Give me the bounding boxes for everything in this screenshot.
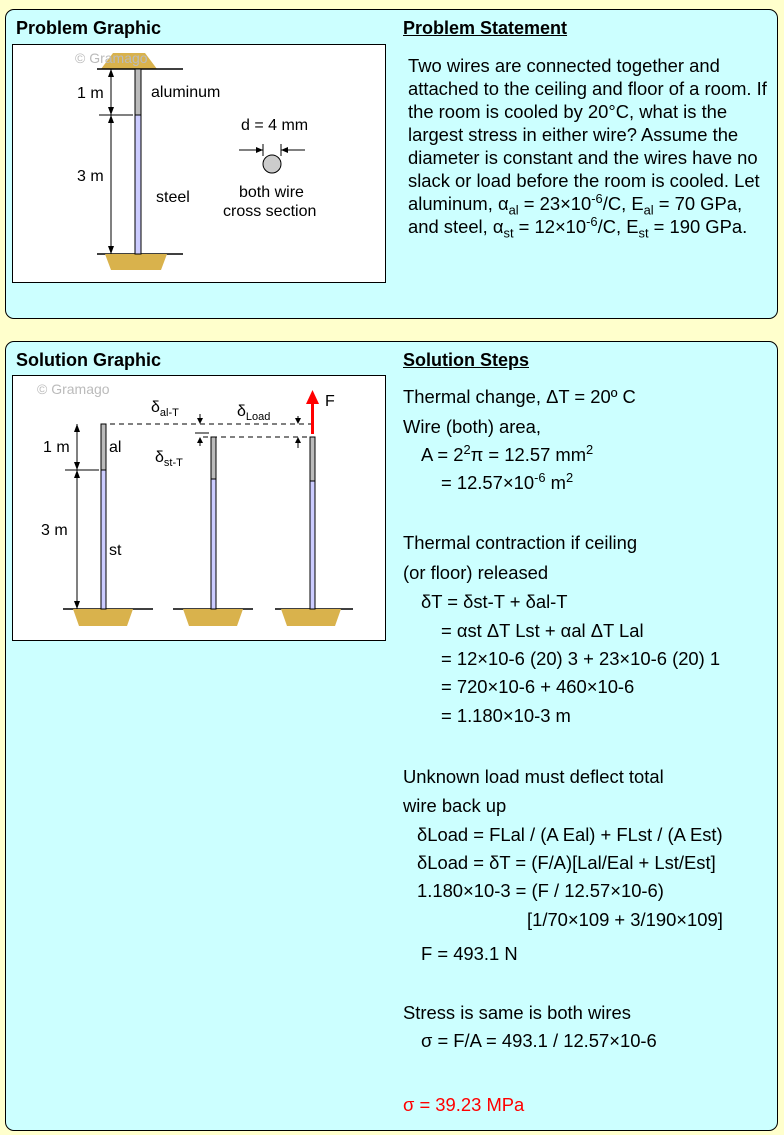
- arrow-head: [197, 418, 203, 424]
- step-delta-t-result: = 1.180×10-3 m: [441, 705, 571, 726]
- arrow-head: [108, 115, 114, 123]
- floor-mount: [281, 609, 341, 626]
- modulus-al-value: = 70 GPa, and steel,: [408, 193, 743, 237]
- delta-st-label: $\delta_{st-T}$: [155, 449, 183, 469]
- solution-graphic: [12, 375, 386, 641]
- length-1m-label: 1 m: [77, 85, 104, 102]
- step-delta-t-expand: = αst ΔT Lst + αal ΔT Lal: [441, 620, 644, 641]
- step-delta-t: δT = δst-T + δal-T: [421, 591, 568, 612]
- watermark: © Gramago: [75, 50, 148, 66]
- arrow-head: [295, 437, 301, 443]
- step-delta-t-sum: = 720×10-6 + 460×10-6: [441, 676, 635, 697]
- step-stress-heading: Stress is same is both wires: [403, 1002, 631, 1023]
- wire-loaded-st: [310, 481, 315, 609]
- problem-graphic: [12, 44, 386, 283]
- alpha-st-value: 12×10: [534, 216, 587, 237]
- alpha-symbol: α: [492, 216, 504, 237]
- length-3m-label: 3 m: [41, 522, 68, 539]
- problem-statement-title: Problem Statement: [403, 18, 568, 38]
- force-label: F: [325, 393, 335, 410]
- al-label: al: [109, 439, 122, 456]
- exponent: -6: [586, 213, 598, 229]
- step-force-result: F = 493.1 N: [421, 943, 518, 964]
- arrow-head: [108, 107, 114, 115]
- subscript: st: [503, 225, 514, 241]
- diameter-label: d = 4 mm: [241, 117, 309, 134]
- step-area-value: = $12.57\times 10^{-6}$ $m^2$: [441, 469, 574, 493]
- alpha-symbol: α: [497, 193, 509, 214]
- solution-diagram: [13, 376, 385, 640]
- arrow-head: [74, 601, 80, 609]
- arrow-head: [295, 418, 301, 424]
- solution-graphic-title: Solution Graphic: [16, 350, 162, 370]
- solution-panel: [5, 341, 778, 1131]
- subscript: al: [508, 202, 519, 218]
- length-1m-label: 1 m: [43, 439, 70, 456]
- problem-statement: [408, 54, 770, 241]
- arrow-head: [74, 424, 80, 432]
- floor-mount: [105, 254, 167, 270]
- final-answer: σ = 39.23 MPa: [403, 1094, 525, 1115]
- aluminum-wire: [135, 69, 141, 115]
- exponent: -6: [591, 190, 603, 206]
- problem-panel: [5, 9, 778, 319]
- subscript: st: [638, 225, 649, 241]
- unit: /C,: [602, 193, 632, 214]
- step-contraction-heading: Thermal contraction if ceiling: [403, 532, 638, 553]
- wire-contracted-al: [211, 437, 216, 479]
- length-3m-label: 3 m: [77, 168, 104, 185]
- problem-diagram: [13, 45, 385, 282]
- step-load-heading: Unknown load must deflect total: [403, 766, 664, 787]
- wire-original-st: [101, 470, 106, 609]
- floor-mount: [183, 609, 243, 626]
- step-contraction-heading-2: (or floor) released: [403, 562, 549, 583]
- step-delta-load-eq: δLoad = δT = (F/A)[Lal/Eal + Lst/Est]: [417, 852, 716, 873]
- wire-loaded-al: [310, 437, 315, 481]
- delta-al-label: $\delta_{al-T}$: [151, 399, 179, 419]
- arrow-head: [108, 69, 114, 77]
- arrow-head: [281, 147, 288, 153]
- arrow-head: [74, 462, 80, 470]
- modulus-symbol: E: [631, 193, 644, 214]
- step-delta-t-values: = 12×10-6 (20) 3 + 23×10-6 (20) 1: [441, 648, 721, 669]
- wire-contracted-st: [211, 479, 216, 609]
- solution-steps-title: Solution Steps: [403, 350, 529, 370]
- watermark: © Gramago: [37, 381, 110, 397]
- cross-section-label-1: both wire: [239, 184, 304, 201]
- cross-section-circle: [263, 155, 281, 173]
- aluminum-label: aluminum: [151, 84, 221, 101]
- force-arrow-head: [306, 390, 319, 404]
- step-load-heading-2: wire back up: [403, 795, 507, 816]
- statement-text: Two wires are connected together and attached to the ceiling and floor of a room. If the room is cooled by 20°C, what is the largest stress in either wire? Assume the diameter is constant and the wires have no slack or load before the room is cooled. Let aluminum,: [408, 55, 767, 214]
- step-thermal-change: Thermal change, ΔT = 20º C: [403, 386, 636, 407]
- modulus-st-value: = 190 GPa.: [648, 216, 748, 237]
- steel-wire: [135, 115, 141, 254]
- floor-mount: [73, 609, 133, 626]
- arrow-head: [256, 147, 263, 153]
- unit: /C,: [597, 216, 622, 237]
- step-force-eq: 1.180×10-3 = (F / 12.57×10-6): [417, 880, 664, 901]
- step-delta-load: δLoad = FLal / (A Eal) + FLst / (A Est): [417, 824, 723, 845]
- equals: =: [518, 193, 540, 214]
- modulus-symbol: E: [626, 216, 639, 237]
- step-stress-formula: σ = F/A = 493.1 / 12.57×10-6: [421, 1030, 657, 1051]
- step-force-eq-2: [1/70×109 + 3/190×109]: [527, 909, 723, 930]
- cross-section-label-2: cross section: [223, 203, 317, 220]
- delta-load-label: $\delta_{Load}$: [237, 403, 271, 423]
- problem-graphic-title: Problem Graphic: [16, 18, 162, 38]
- alpha-al-value: 23×10: [539, 193, 592, 214]
- equals: =: [513, 216, 535, 237]
- subscript: al: [643, 202, 654, 218]
- arrow-head: [108, 246, 114, 254]
- step-area-heading: Wire (both) area,: [403, 416, 541, 437]
- st-label: st: [109, 542, 122, 559]
- step-area-formula: $A = 2^2\pi = 12.57$ $mm^2$: [421, 441, 594, 465]
- steel-label: steel: [156, 189, 190, 206]
- wire-original-al: [101, 424, 106, 470]
- arrow-head: [74, 470, 80, 478]
- arrow-head: [197, 437, 203, 443]
